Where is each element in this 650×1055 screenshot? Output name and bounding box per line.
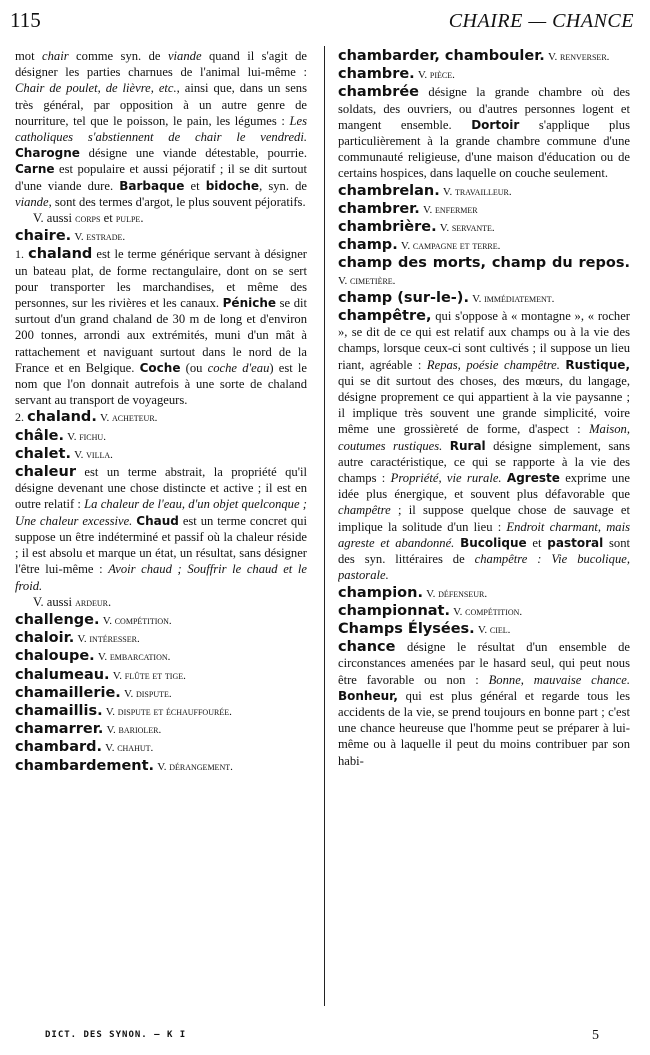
entry-chambarder: chambarder, chambouler. V. renverser. xyxy=(338,48,610,64)
entry-chambrer: chambrer. V. enfermer xyxy=(338,200,478,217)
entry-chaland-2: 2. chaland. V. acheteur. xyxy=(15,409,158,426)
entry-champ-des-morts: champ des morts, champ du repos. V. cimetière. xyxy=(338,255,630,287)
right-column xyxy=(338,48,630,998)
entry-champ: champ. V. campagne et terre. xyxy=(338,237,501,254)
entry-chair-continued: mot chair comme syn. de viande quand il s'agit de désigner les parties charnues de l'animal lui-même : Chair de poulet, de lièvre, etc., ainsi que, dans un sens très général, par opposition à un autre genre de nourriture, tel que le poisson, le pain, les légumes : Les catholiques s'abstiennent de chair le vendredi. Charogne désigne une viande détestable, pourrie. Carne est populaire et aussi péjoratif ; il se dit surtout d'une viande dure. Barbaque et bidoche, syn. de viande, sont des termes d'argot, le plus souvent péjoratifs. V. aussi corps et pulpe. xyxy=(15,49,307,226)
entry-champ-sur-le: champ (sur-le-). V. immédiatement. xyxy=(338,289,555,306)
entry-chalet: chalet. V. villa. xyxy=(15,445,113,462)
entry-challenge: challenge. V. compétition. xyxy=(15,611,172,628)
page-number: 115 xyxy=(10,8,41,32)
entry-chambardement: chambardement. V. dérangement. xyxy=(15,757,233,774)
entry-chance: chance désigne le résultat d'un ensemble de circonstances amenées par le hasard seul, qui peut nous être favorable ou non : Bonne, mauvaise chance. Bonheur, qui est plus général et regarde tous les accidents de la vie, se prend toujours en bonne part ; c'est une chance heureuse que l'homme peut se préparer à lui-même ou à laquelle il peut du moins contribuer par son habi- xyxy=(338,639,630,768)
page-header xyxy=(10,8,634,38)
entry-champion: champion. V. défenseur. xyxy=(338,584,488,601)
entry-chambrelan: chambrelan. V. travailleur. xyxy=(338,182,512,199)
column-divider xyxy=(324,46,325,1006)
entry-chale: châle. V. fichu. xyxy=(15,427,106,444)
entry-chambre: chambre. V. pièce. xyxy=(338,66,455,83)
entry-champetre: champêtre, qui s'oppose à « montagne », « rocher », se dit de ce qui est relatif aux champs ou à la vie des champs, lorsque ceux-ci sont cultivés ; il suppose un lieu riant, agréable : Repas, poésie champêtre. Rustique, qui se dit surtout des choses, des mœurs, du langage, désigne proprement ce qui appartient à la vie paysanne ; il implique très souvent une grande simplicité, voire même une grossièreté de forme, d'aspect : Maison, coutumes rustiques. Rural désigne simplement, sans autre caractéristique, ce qui se rapporte à la vie des champs : Propriété, vie rurale. Agreste exprime une idée plus énergique, et souvent plus défavorable que champêtre ; il suppose quelque chose de sauvage et implique la solitude d'un lieu : Endroit charmant, mais agreste et abandonné. Bucolique et pastoral sont des syn. littéraires de champêtre : Vie bucolique, pastorale. xyxy=(338,308,630,583)
entry-champs-elysees: Champs Élysées. V. ciel. xyxy=(338,620,511,637)
entry-chamaillis: chamaillis. V. dispute et échauffourée. xyxy=(15,702,232,719)
entry-championnat: championnat. V. compétition. xyxy=(338,602,523,619)
left-column xyxy=(15,48,307,998)
running-head: CHAIRE — CHANCE xyxy=(448,10,634,32)
entry-chaloir: chaloir. V. intéresser. xyxy=(15,630,140,647)
entry-chambriere: chambrière. V. servante. xyxy=(338,219,495,236)
entry-chaloupe: chaloupe. V. embarcation. xyxy=(15,648,171,665)
entry-chambree: chambrée désigne la grande chambre où des soldats, des ouvriers, ou d'autres personnes logent et mangent ensemble. Dortoir s'applique plus particulièrement à la grande chambre commune d'une communauté religieuse, d'une maison d'éducation ou de certains hospices, dans laquelle on couche seulement. xyxy=(338,84,630,181)
entry-chaleur: chaleur est un terme abstrait, la propriété qu'il désigne devenant une chose distincte et active ; il est en outre relatif : La chaleur de l'eau, d'un objet quelconque ; Une chaleur excessive. Chaud est un terme concret qui suppose un être indéterminé et passif où la chaleur réside ; il est absolu et marque un état, un résultat, sans désigner l'être lui-même : Avoir chaud ; Souffrir le chaud et le froid. V. aussi ardeur. xyxy=(15,464,307,609)
signature-mark: 5 xyxy=(592,1028,599,1043)
entry-chamaillerie: chamaillerie. V. dispute. xyxy=(15,684,172,701)
entry-chaire: chaire. V. estrade. xyxy=(15,228,126,245)
entry-chambard: chambard. V. chahut. xyxy=(15,739,154,756)
entry-chamarrer: chamarrer. V. barioler. xyxy=(15,721,162,738)
entry-chalumeau: chalumeau. V. flûte et tige. xyxy=(15,666,186,683)
entry-chaland-1: 1. chaland est le terme générique servant à désigner un bateau plat, de forme rectangulaire, dont on se sert pour transporter les marchandises, et même des personnes, sur les rivières et les canaux. Péniche se dit surtout d'un grand chaland de 30 m de long et d'environ 200 tonnes, arrondi aux extrémités, muni d'un mât à rattachement et naviguant surtout dans le nord de la France et en Belgique. Coche (ou coche d'eau) est le nom que l'on donnait autrefois à une sorte de chaland servant au transport de voyageurs. xyxy=(15,246,307,408)
footer-imprint: DICT. DES SYNON. — K I xyxy=(45,1030,187,1040)
